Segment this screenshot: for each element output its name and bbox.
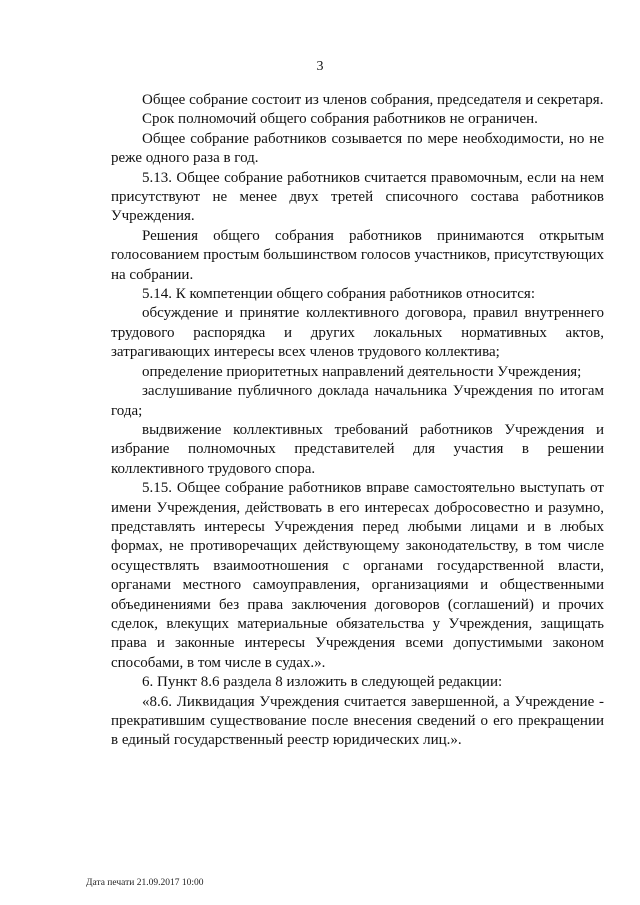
paragraph-decisions: Решения общего собрания работников принимаются открытым голосованием простым большинством голосов участников, присутствующих на собрании. <box>111 227 604 283</box>
paragraph-term-of-authority: Срок полномочий общего собрания работников не ограничен. <box>142 111 538 128</box>
list-item-priorities: определение приоритетных направлений деятельности Учреждения; <box>142 363 582 380</box>
print-date-footer: Дата печати 21.09.2017 10:00 <box>86 878 204 888</box>
paragraph-5-13: 5.13. Общее собрание работников считается правомочным, если на нем присутствуют не менее двух третей списочного состава работников Учреждения. <box>111 169 604 225</box>
paragraph-convening: Общее собрание работников созывается по мере необходимости, но не реже одного раза в год. <box>111 130 604 167</box>
page-number: 3 <box>316 59 324 74</box>
list-item-collective-demands: выдвижение коллективных требований работников Учреждения и избрание полномочных представителей для участия в решении коллективного трудового спора. <box>111 421 604 477</box>
list-item-public-report: заслушивание публичного доклада начальника Учреждения по итогам года; <box>111 383 604 419</box>
document-body <box>111 91 604 751</box>
paragraph-assembly-composition: Общее собрание состоит из членов собрания, председателя и секретаря. <box>142 92 604 108</box>
paragraph-item-6: 6. Пункт 8.6 раздела 8 изложить в следующей редакции: <box>142 674 503 691</box>
paragraph-5-14: 5.14. К компетенции общего собрания работников относится: <box>142 286 535 303</box>
paragraph-5-15: 5.15. Общее собрание работников вправе самостоятельно выступать от имени Учреждения, действовать в его интересах добросовестно и разумно, представлять интересы Учреждения перед любыми лицами и в любых формах, не противоречащих действующему законодательству, в том числе осуществлять взаимоотношения с органами государственной власти, органами местного самоуправления, организациями и общественными объединениями без права заключения договоров (соглашений) и прочих сделок, влекущих материальные обязательства у Учреждения, защищать права и законные интересы Учреждения всеми допустимыми законом способами, в том числе в судах.». <box>111 480 604 671</box>
list-item-collective-agreement: обсуждение и принятие коллективного договора, правил внутреннего трудового распорядка и других локальных нормативных актов, затрагивающих интересы всех членов трудового коллектива; <box>111 305 604 361</box>
paragraph-8-6: «8.6. Ликвидация Учреждения считается завершенной, а Учреждение - прекратившим существование после внесения сведений о его прекращении в единый государственный реестр юридических лиц.». <box>111 693 604 749</box>
